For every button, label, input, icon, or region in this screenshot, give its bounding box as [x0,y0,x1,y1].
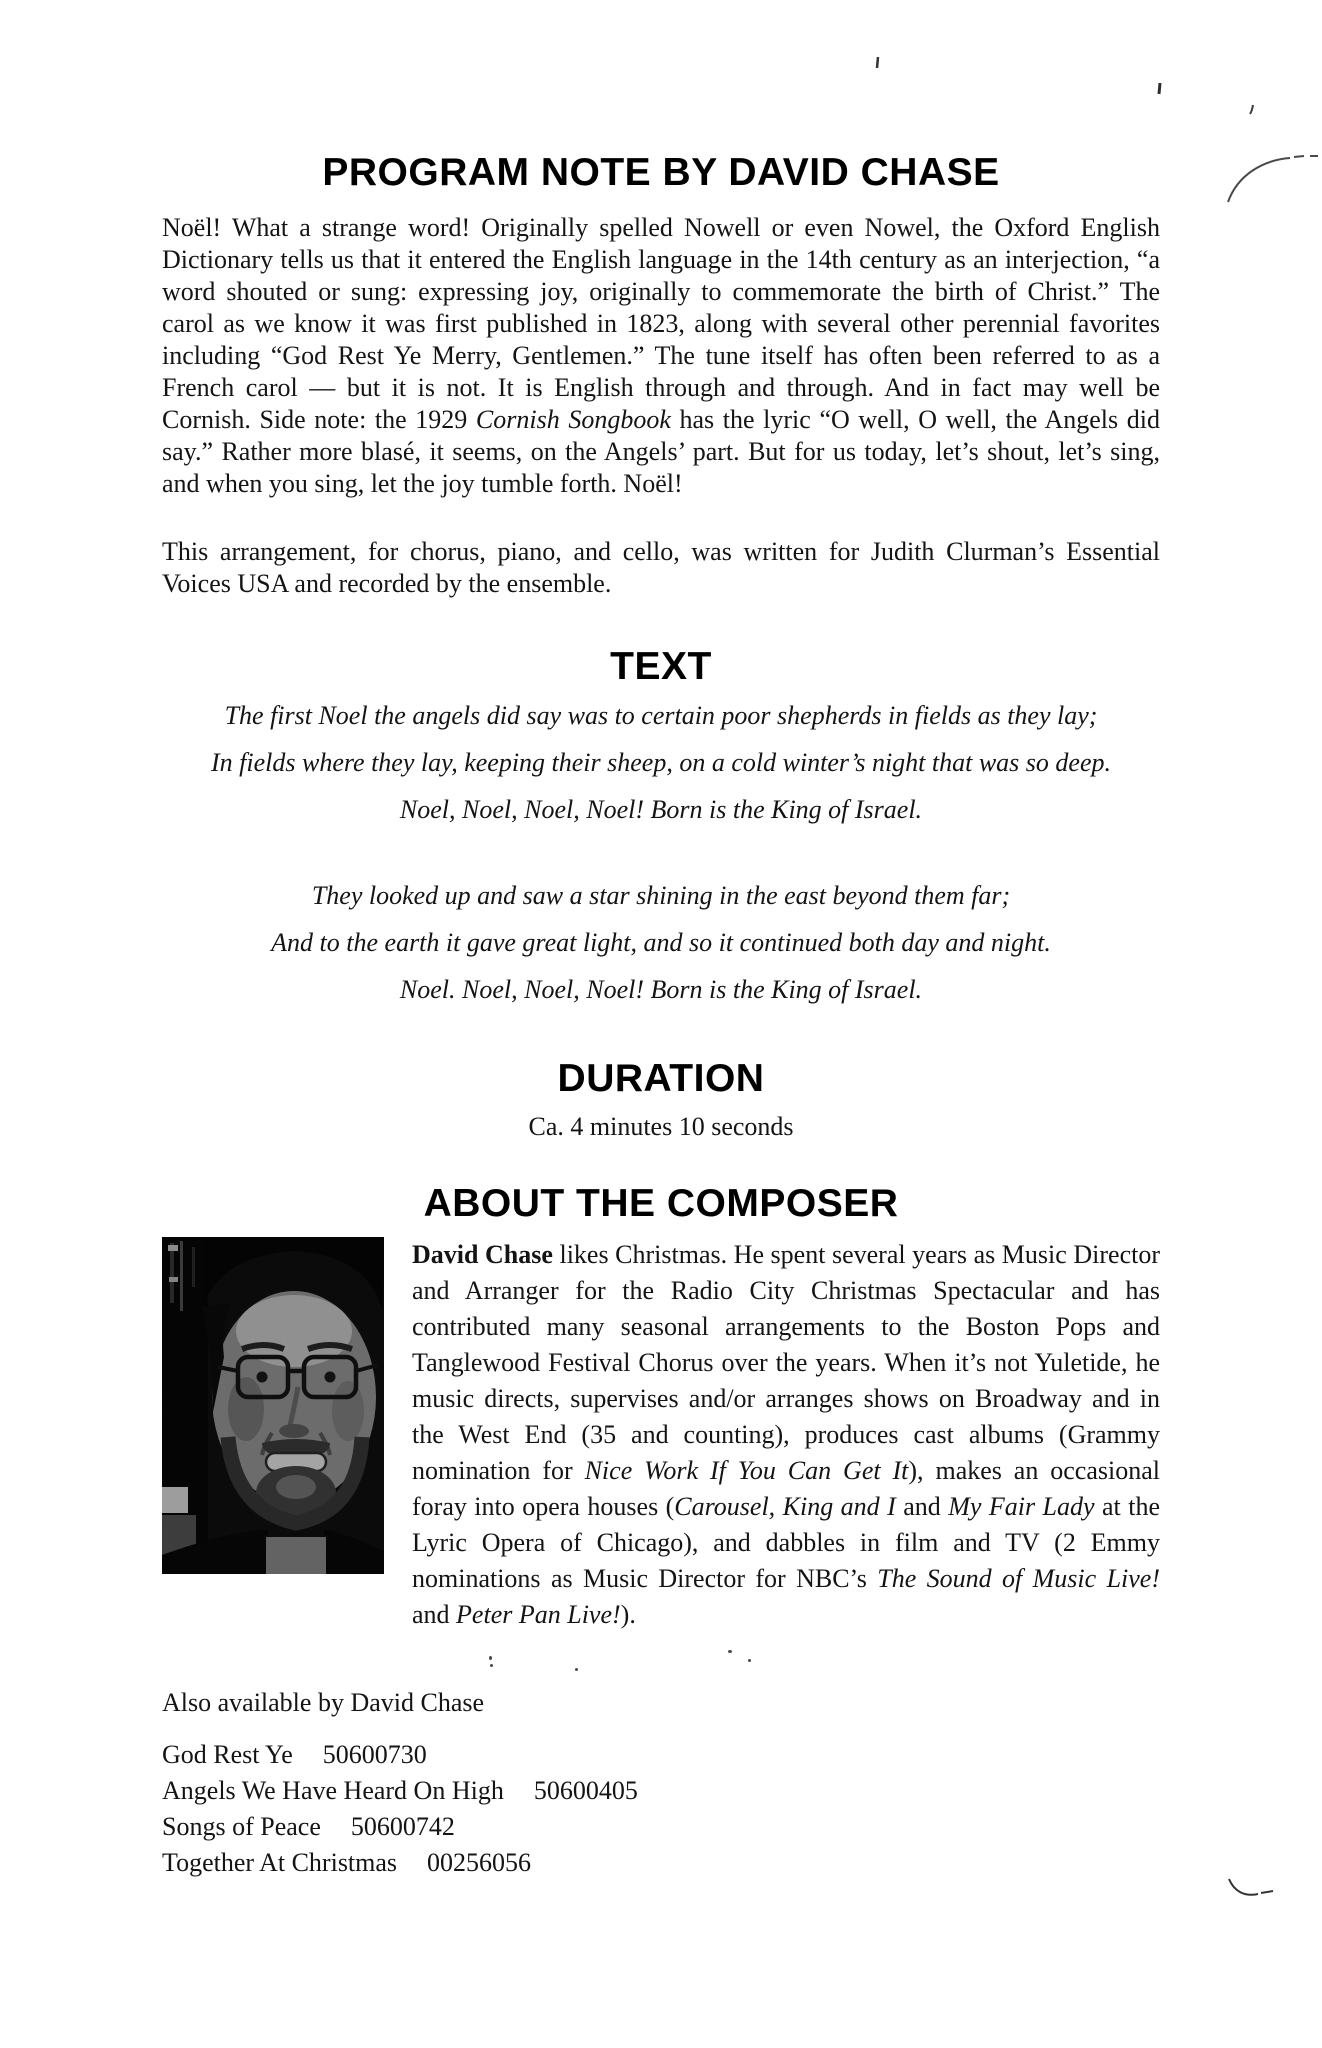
david-chase-portrait-image [162,1237,384,1574]
scan-speck [575,1668,578,1671]
scan-mark-pen-arc [1224,152,1322,204]
verse2-line2: And to the earth it gave great light, and so it continued both day and night. [271,928,1051,957]
scan-mark-tick [874,56,882,70]
duration-title: DURATION [557,1057,765,1100]
scan-speck [489,1656,492,1660]
catalog-title: Songs of Peace [162,1812,321,1841]
scan-mark-pen-swoosh [1226,1876,1278,1902]
catalog-row [162,1812,455,1842]
program-note-paragraph-2: This arrangement, for chorus, piano, and cello, was written for Judith Clurman’s Essential Voices USA and recorded by the ensemble. [162,537,1160,598]
catalog-title: God Rest Ye [162,1740,293,1769]
program-note-title: PROGRAM NOTE BY DAVID CHASE [322,151,1000,194]
catalog-number: 00256056 [427,1848,532,1877]
grain-overlay [162,1237,384,1574]
catalog-number: 50600742 [350,1812,455,1841]
verse1-line1: The first Noel the angels did say was to certain poor shepherds in fields as they lay; [224,701,1098,730]
scan-speck [728,1650,732,1653]
scan-speck [490,1664,493,1667]
also-available-heading: Also available by David Chase [162,1688,485,1717]
composer-title: ABOUT THE COMPOSER [423,1182,899,1225]
text-section-title: TEXT [610,645,712,688]
program-note-paragraph-1: Noël! What a strange word! Originally spelled Nowell or even Nowel, the Oxford English Dictionary tells us that it entered the English language in the 14th century as an interjection, “a word shouted or sung: expressing joy, originally to commemorate the birth of Christ.” The carol as we know it was first published in 1823, along with several other perennial favorites including “God Rest Ye Merry, Gentlemen.” The tune itself has often been referred to as a French carol — but it is not. It is English through and through. And in fact may well be Cornish. Side note: the 1929 Cornish Songbook has the lyric “O well, O well, the Angels did say.” Rather more blasé, it seems, on the Angels’ part. But for us today, let’s shout, let’s sing, and when you sing, let the joy tumble forth. Noël! [162,213,1160,498]
verse1-line2: In fields where they lay, keeping their sheep, on a cold winter’s night that was so deep. [211,748,1111,777]
verse2-line3: Noel. Noel, Noel, Noel! Born is the King of Israel. [399,975,923,1004]
scan-speck [748,1659,751,1662]
catalog-number: 50600405 [533,1776,638,1805]
composer-row [162,1237,1160,1633]
verse1-line3: Noel, Noel, Noel, Noel! Born is the King of Israel. [399,795,923,824]
catalog-row [162,1776,638,1806]
catalog-title: Together At Christmas [162,1848,398,1877]
duration-value: Ca. 4 minutes 10 seconds [528,1112,794,1141]
composer-bio: David Chase likes Christmas. He spent several years as Music Director and Arranger for the Radio City Christmas Spectacular and has contributed many seasonal arrangements to the Boston Pops and Tanglewood Festival Chorus over the years. When it’s not Yuletide, he music directs, supervises and/or arranges shows on Broadway and in the West End (35 and counting), produces cast albums (Grammy nomination for Nice Work If You Can Get It), makes an occasional foray into opera houses (Carousel, King and I and My Fair Lady at the Lyric Opera of Chicago), and dabbles in film and TV (2 Emmy nominations as Music Director for NBC’s The Sound of Music Live! and Peter Pan Live!). [412,1240,1160,1629]
scan-mark-tick [1156,82,1164,96]
catalog-number: 50600730 [322,1740,427,1769]
composer-photo [162,1237,384,1574]
catalog-row [162,1848,531,1878]
scan-mark-comma [1248,104,1256,116]
catalog-title: Angels We Have Heard On High [162,1776,504,1805]
catalog-row [162,1740,427,1770]
verse2-line1: They looked up and saw a star shining in the east beyond them far; [311,881,1011,910]
